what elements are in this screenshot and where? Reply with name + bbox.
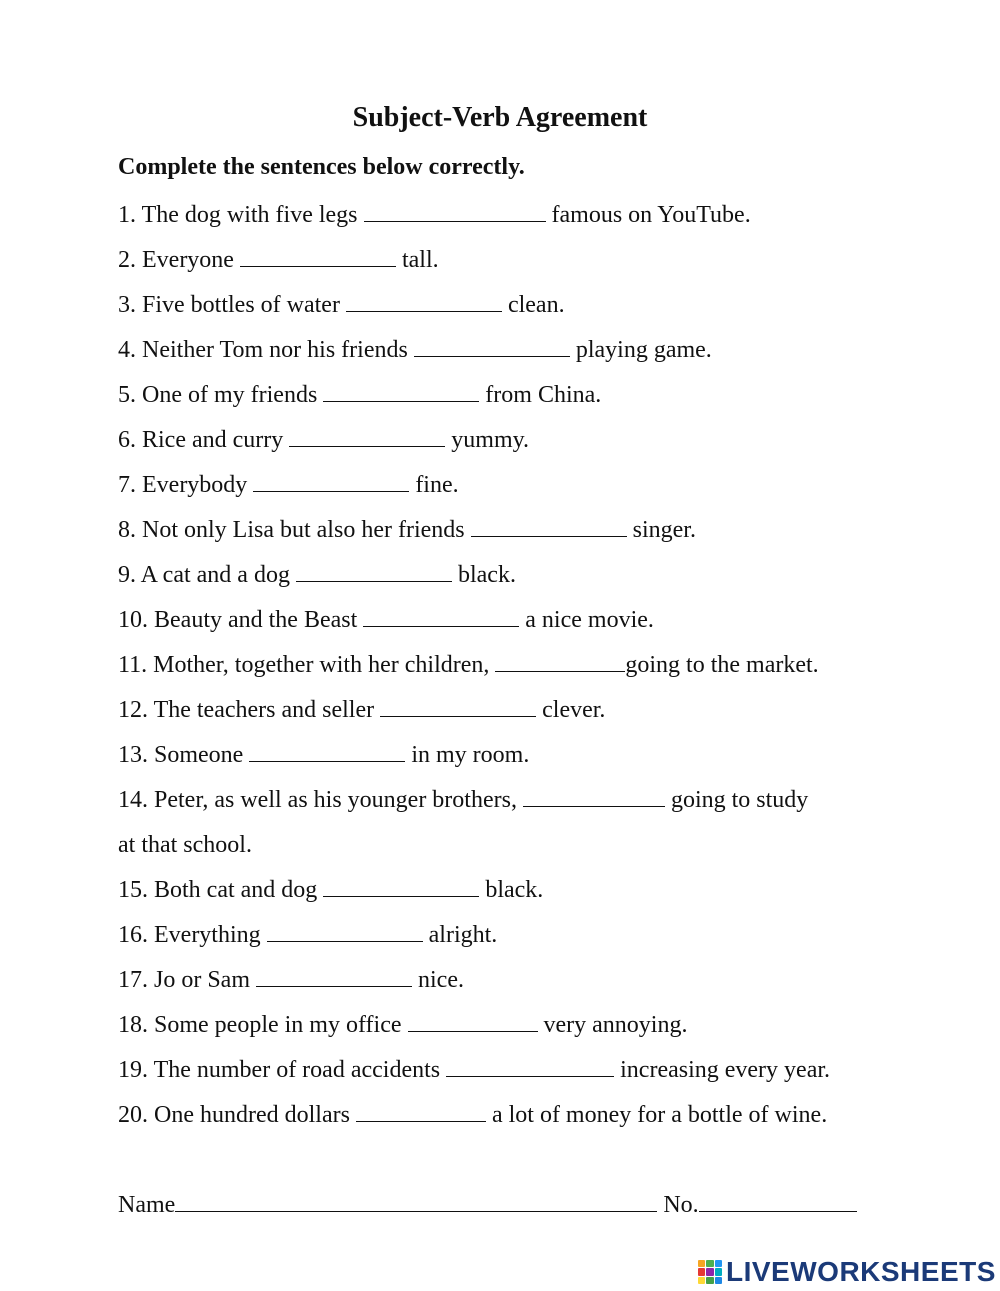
item-prompt: 4. Neither Tom nor his friends (118, 337, 408, 363)
answer-blank[interactable] (356, 1099, 486, 1122)
answer-blank[interactable] (408, 1009, 538, 1032)
item-prompt: 11. Mother, together with her children, (118, 652, 490, 678)
answer-blank[interactable] (249, 739, 405, 762)
answer-blank[interactable] (414, 334, 570, 357)
logo-text: LIVEWORKSHEETS (726, 1256, 996, 1287)
item-continuation: alright. (428, 922, 498, 948)
item-continuation: a nice movie. (525, 607, 654, 633)
answer-blank[interactable] (256, 964, 412, 987)
item-prompt: 1. The dog with five legs (118, 202, 358, 228)
item-prompt: 7. Everybody (118, 472, 248, 498)
item-continuation: very annoying. (543, 1012, 688, 1038)
exercise-item (118, 1096, 968, 1141)
item-continuation: playing game. (575, 337, 712, 363)
item-continuation: going to the market. (625, 652, 819, 678)
item-continuation: increasing every year. (620, 1057, 831, 1083)
exercise-item (118, 241, 968, 286)
exercise-item (118, 331, 968, 376)
answer-blank[interactable] (267, 919, 423, 942)
answer-blank[interactable] (364, 199, 546, 222)
footer (118, 1186, 878, 1224)
exercise-item (118, 1051, 968, 1096)
item-continuation: clever. (542, 697, 606, 723)
answer-blank[interactable] (323, 874, 479, 897)
exercise-item (118, 871, 968, 916)
item-continuation: black. (457, 562, 516, 588)
item-prompt: 16. Everything (118, 922, 261, 948)
exercise-list (118, 196, 968, 1141)
item-prompt: 14. Peter, as well as his younger brothers, (118, 787, 517, 813)
answer-blank[interactable] (471, 514, 627, 537)
exercise-item (118, 601, 968, 646)
item-prompt: 13. Someone (118, 742, 244, 768)
item-continuation: clean. (507, 292, 565, 318)
answer-blank[interactable] (523, 784, 665, 807)
answer-blank[interactable] (240, 244, 396, 267)
exercise-item (118, 736, 968, 781)
exercise-item (118, 511, 968, 556)
item-continuation: from China. (485, 382, 602, 408)
exercise-item (118, 376, 968, 421)
number-field[interactable] (699, 1189, 857, 1212)
answer-blank[interactable] (296, 559, 452, 582)
exercise-item (118, 466, 968, 511)
instructions: Complete the sentences below correctly. (118, 154, 525, 180)
exercise-item (118, 1006, 968, 1051)
answer-blank[interactable] (446, 1054, 614, 1077)
answer-blank[interactable] (253, 469, 409, 492)
item-prompt: 2. Everyone (118, 247, 234, 273)
item-continuation: tall. (401, 247, 439, 273)
answer-blank[interactable] (495, 649, 625, 672)
exercise-item (118, 646, 968, 691)
item-prompt: 5. One of my friends (118, 382, 318, 408)
exercise-item-wrap (118, 826, 968, 871)
item-continuation: famous on YouTube. (551, 202, 751, 228)
item-continuation-line: at that school. (118, 832, 252, 858)
item-continuation: black. (485, 877, 544, 903)
item-prompt: 10. Beauty and the Beast (118, 607, 358, 633)
item-continuation: a lot of money for a bottle of wine. (491, 1102, 828, 1128)
item-continuation: in my room. (411, 742, 530, 768)
answer-blank[interactable] (346, 289, 502, 312)
exercise-item (118, 421, 968, 466)
item-continuation: fine. (415, 472, 459, 498)
page-title: Subject-Verb Agreement (352, 102, 648, 133)
item-prompt: 8. Not only Lisa but also her friends (118, 517, 465, 543)
exercise-item (118, 781, 968, 826)
item-prompt: 20. One hundred dollars (118, 1102, 350, 1128)
answer-blank[interactable] (323, 379, 479, 402)
liveworksheets-logo (698, 1256, 996, 1288)
item-continuation: singer. (632, 517, 696, 543)
item-prompt: 15. Both cat and dog (118, 877, 318, 903)
item-prompt: 18. Some people in my office (118, 1012, 402, 1038)
exercise-item (118, 556, 968, 601)
answer-blank[interactable] (363, 604, 519, 627)
name-field[interactable] (175, 1189, 657, 1212)
exercise-item (118, 916, 968, 961)
name-label: Name (118, 1192, 176, 1218)
number-label: No. (663, 1192, 699, 1218)
item-prompt: 3. Five bottles of water (118, 292, 340, 318)
item-continuation: yummy. (451, 427, 530, 453)
exercise-item (118, 286, 968, 331)
exercise-item (118, 961, 968, 1006)
item-prompt: 17. Jo or Sam (118, 967, 250, 993)
answer-blank[interactable] (380, 694, 536, 717)
answer-blank[interactable] (289, 424, 445, 447)
logo-grid-icon (698, 1260, 722, 1284)
exercise-item (118, 196, 968, 241)
item-prompt: 19. The number of road accidents (118, 1057, 441, 1083)
item-prompt: 12. The teachers and seller (118, 697, 375, 723)
item-prompt: 6. Rice and curry (118, 427, 284, 453)
item-continuation: going to study (670, 787, 809, 813)
item-prompt: 9. A cat and a dog (118, 562, 290, 588)
item-continuation: nice. (418, 967, 464, 993)
exercise-item (118, 691, 968, 736)
